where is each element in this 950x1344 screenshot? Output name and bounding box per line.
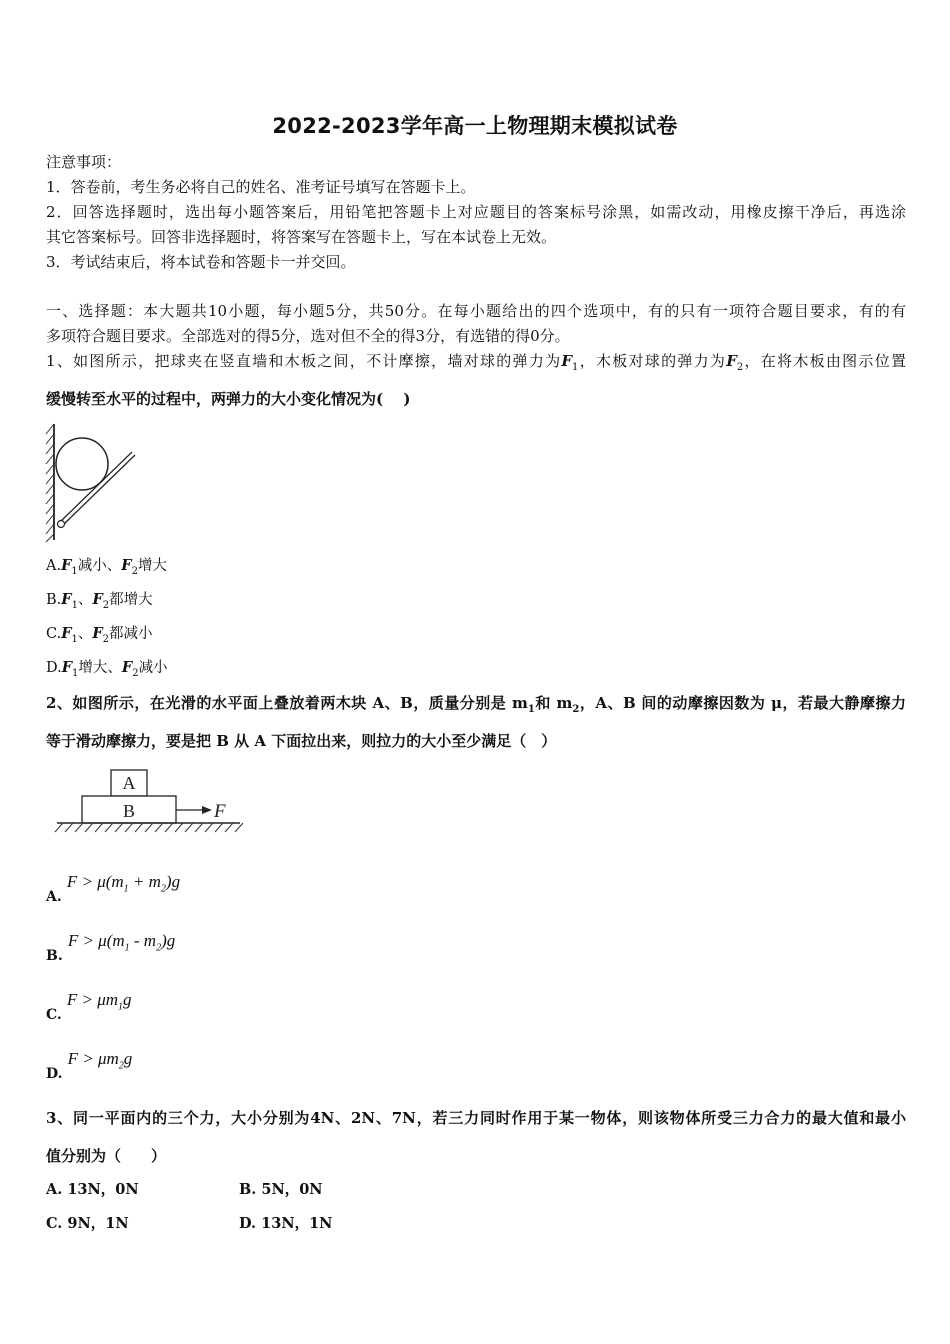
- q2-stem-line-2: 等于滑动摩擦力，要是把 B 从 A 下面拉出来，则拉力的大小至少满足（ ）: [46, 732, 557, 750]
- q3-option-a[interactable]: A. 13N，0N: [46, 1181, 139, 1198]
- option-text: 都增大: [109, 592, 153, 608]
- q2-blocks-figure: [55, 768, 250, 838]
- option-symbol: F: [61, 625, 72, 642]
- q2-option-a[interactable]: [46, 872, 181, 905]
- option-text: 、: [77, 626, 93, 642]
- option-symbol: F: [121, 659, 133, 676]
- option-formula: [67, 1049, 133, 1072]
- notice-heading: 注意事项：: [46, 153, 122, 171]
- q1-stem-text-c: ，在将木板由图示位置: [743, 352, 906, 370]
- q1-option-c[interactable]: [46, 624, 153, 644]
- option-text: 增大、: [78, 660, 122, 676]
- q2-subscript: 1: [527, 704, 535, 715]
- q3-stem-line-1: 3、同一平面内的三个力，大小分别为4N、2N、7N，若三力同时作用于某一物体，则该物体所受三力合力的最大值和最小: [46, 1109, 906, 1127]
- option-subscript: 1: [72, 667, 79, 679]
- formula-part: g: [123, 1049, 133, 1068]
- option-letter: B.: [46, 948, 63, 964]
- force-f-label: F: [214, 801, 226, 822]
- q2-option-c[interactable]: [46, 990, 132, 1023]
- formula-subscript: 1: [118, 1001, 124, 1013]
- q1-stem-line-1: [46, 351, 906, 371]
- option-text: 增大: [137, 558, 167, 574]
- q1-stem-text-a: 1、如图所示，把球夹在竖直墙和木板之间，不计摩擦，墙对球的弹力为: [46, 352, 562, 370]
- option-letter: A.: [46, 889, 62, 905]
- q2-stem-text-c: ，A、B 间的动摩擦因数为 μ，若最大静摩擦力: [579, 694, 906, 712]
- q1-stem-line-2: 缓慢转至水平的过程中，两弹力的大小变化情况为( ): [46, 390, 411, 408]
- option-symbol: F: [61, 591, 72, 608]
- q2-option-d[interactable]: [46, 1049, 133, 1082]
- q2-stem-text-b: 和 m: [534, 694, 573, 712]
- formula-subscript: 2: [160, 883, 166, 895]
- q2-stem-text-a: 2、如图所示，在光滑的水平面上叠放着两木块 A、B，质量分别是 m: [46, 694, 528, 712]
- q1-wall-ball-board-figure: [40, 420, 140, 545]
- option-symbol: F: [92, 591, 103, 608]
- page-title: 2022-2023学年高一上物理期末模拟试卷: [272, 114, 678, 138]
- option-text: 减小: [138, 660, 168, 676]
- option-text: 、: [77, 592, 93, 608]
- formula-subscript: 1: [124, 942, 130, 954]
- q1-symbol-f: F: [726, 352, 737, 370]
- option-symbol: F: [92, 625, 103, 642]
- notice-item-2-line-1: 2．回答选择题时，选出每小题答案后，用铅笔把答题卡上对应题目的答案标号涂黑，如需改动，用橡皮擦干净后，再选涂: [46, 203, 906, 221]
- option-letter: D.: [46, 660, 62, 676]
- option-letter: B.: [46, 592, 62, 608]
- q3-option-d[interactable]: D. 13N，1N: [239, 1215, 333, 1232]
- option-letter: C.: [46, 1007, 62, 1023]
- formula-part: F > μm: [67, 1049, 119, 1068]
- q1-option-a[interactable]: [46, 556, 167, 576]
- option-symbol: F: [61, 557, 72, 574]
- option-formula: [66, 872, 181, 895]
- option-formula: [66, 990, 132, 1013]
- formula-part: g: [123, 990, 132, 1009]
- block-b-label: B: [122, 801, 136, 821]
- q2-subscript: 2: [572, 704, 580, 715]
- section-1-line-2: 多项符合题目要求。全部选对的得5分，选对但不全的得3分，有选错的得0分。: [46, 327, 570, 345]
- option-letter: C.: [46, 626, 62, 642]
- formula-part: )g: [165, 872, 181, 891]
- formula-part: )g: [161, 931, 176, 950]
- option-letter: A.: [46, 558, 62, 574]
- option-subscript: 2: [102, 633, 110, 645]
- option-symbol: F: [121, 557, 132, 574]
- formula-part: F > μm: [66, 990, 119, 1009]
- option-subscript: 2: [131, 565, 138, 577]
- q3-option-b[interactable]: B. 5N，0N: [239, 1181, 323, 1198]
- notice-item-3: 3．考试结束后，将本试卷和答题卡一并交回。: [46, 253, 356, 271]
- option-subscript: 1: [71, 633, 78, 645]
- option-subscript: 1: [71, 599, 78, 611]
- option-subscript: 2: [132, 667, 139, 679]
- q2-option-b[interactable]: [46, 931, 176, 964]
- option-formula: [67, 931, 176, 954]
- option-symbol: F: [61, 659, 73, 676]
- q1-symbol-f: F: [561, 352, 573, 370]
- formula-part: F > μ(m: [67, 931, 125, 950]
- notice-item-1: 1．答卷前，考生务必将自己的姓名、准考证号填写在答题卡上。: [46, 178, 476, 196]
- option-letter: D.: [46, 1066, 63, 1082]
- option-text: 减小、: [77, 558, 122, 574]
- q1-stem-text-b: ，木板对球的弹力为: [578, 352, 727, 370]
- formula-subscript: 2: [118, 1060, 124, 1072]
- option-subscript: 2: [102, 599, 110, 611]
- q1-subscript: 2: [736, 362, 744, 373]
- q2-stem-line-1: [46, 693, 906, 713]
- formula-part: F > μ(m: [66, 872, 124, 891]
- option-subscript: 1: [71, 565, 78, 577]
- q3-stem-line-2: 值分别为（ ）: [46, 1147, 167, 1165]
- formula-subscript: 2: [156, 942, 162, 954]
- block-a-label: A: [122, 773, 136, 793]
- q3-option-c[interactable]: C. 9N，1N: [46, 1215, 129, 1232]
- section-1-line-1: 一、选择题：本大题共10小题，每小题5分，共50分。在每小题给出的四个选项中，有的只有一项符合题目要求，有的有: [46, 302, 906, 320]
- q1-option-b[interactable]: [46, 590, 153, 610]
- q1-subscript: 1: [572, 362, 579, 373]
- formula-part: - m: [129, 931, 157, 950]
- option-text: 都减小: [109, 626, 153, 642]
- notice-item-2-line-2: 其它答案标号。回答非选择题时，将答案写在答题卡上，写在本试卷上无效。: [46, 228, 557, 246]
- formula-subscript: 1: [123, 883, 129, 895]
- q1-option-d[interactable]: [46, 658, 168, 678]
- formula-part: + m: [128, 872, 161, 891]
